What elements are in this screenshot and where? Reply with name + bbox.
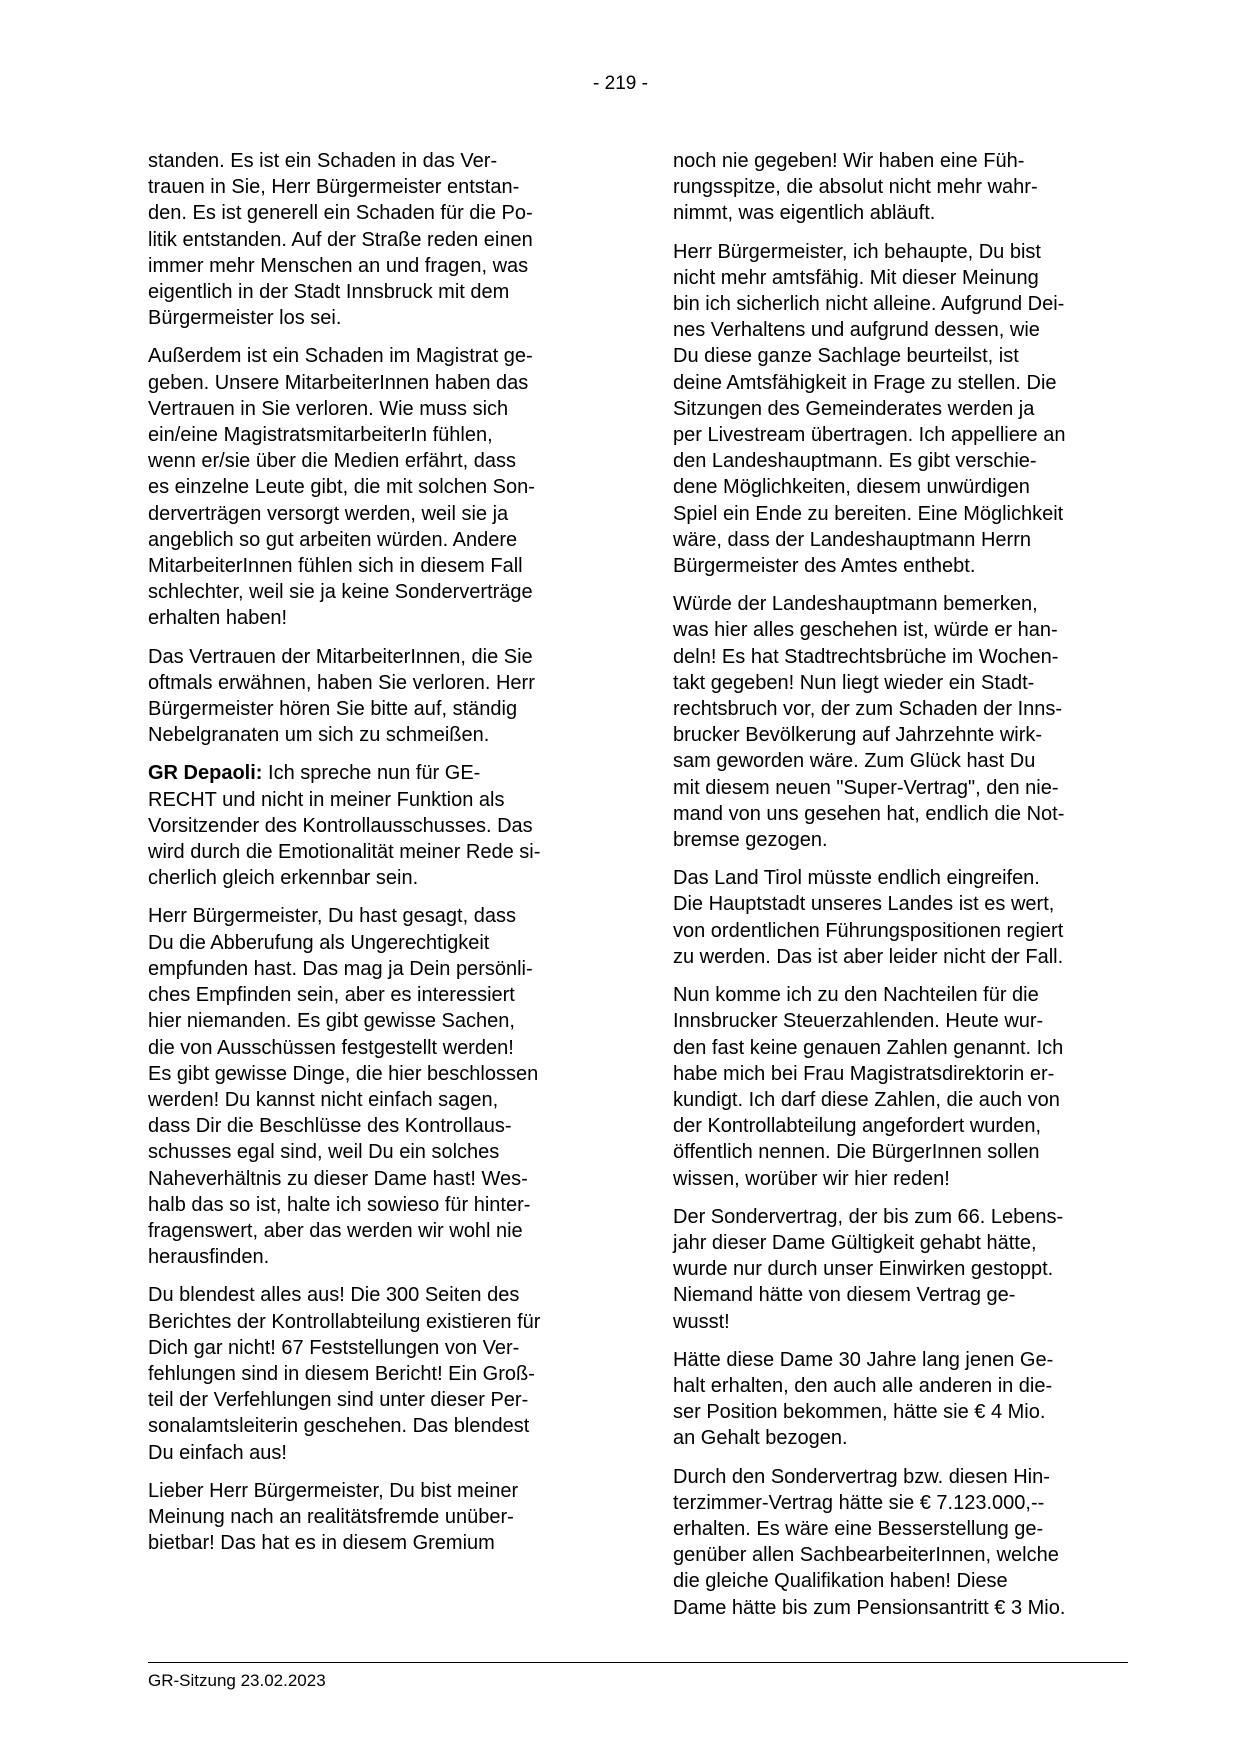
speech-text: Ich spreche nun für GE- RECHT und nicht in meiner Funktion als Vorsitzender des Kontrollausschusses. Das wird durch die Emotionalität meiner Rede si- cherlich gleich erkennbar sein. xyxy=(148,762,541,890)
paragraph: standen. Es ist ein Schaden in das Ver- trauen in Sie, Herr Bürgermeister entstan- den. Es ist generell ein Schaden für die Po- litik entstanden. Auf der Straße reden einen immer mehr Menschen an und fragen, was eigentlich in der Stadt Innsbruck mit dem Bürgermeister los sei. xyxy=(148,150,533,330)
paragraph: Das Vertrauen der MitarbeiterInnen, die Sie oftmals erwähnen, haben Sie verloren. Herr Bürgermeister hören Sie bitte auf, ständig Nebelgranaten um sich zu schmeißen. xyxy=(148,645,535,747)
footer-divider xyxy=(148,1662,1128,1663)
paragraph: Herr Bürgermeister, Du hast gesagt, dass Du die Abberufung als Ungerechtigkeit empfunden hast. Das mag ja Dein persönli- ches Empfinden sein, aber es interessiert hier niemanden. Es gibt gewisse Sachen, die von Ausschüssen festgestellt werden! Es gibt gewisse Dinge, die hier beschlossen werden! Du kannst nicht einfach sagen, dass Dir die Beschlüsse des Kontrollaus- schusses egal sind, weil Du ein solches Naheverhältnis zu dieser Dame hast! Wes- halb das so ist, halte ich sowieso für hinter- fragenswert, aber das werden wir wohl nie herausfinden. xyxy=(148,905,539,1269)
speaker-name: GR Depaoli: xyxy=(148,762,263,785)
paragraph: Du blendest alles aus! Die 300 Seiten des Berichtes der Kontrollabteilung existieren für Dich gar nicht! 67 Feststellungen von Ver- fehlungen sind in diesem Bericht! Ein Groß- teil der Verfehlungen sind unter dieser Per- sonalamtsleiterin geschehen. Das blendest Du einfach aus! xyxy=(148,1284,541,1464)
paragraph: Der Sondervertrag, der bis zum 66. Lebens- jahr dieser Dame Gültigkeit gehabt hätte, wurde nur durch unser Einwirken gestoppt. Niemand hätte von diesem Vertrag ge- wusst! xyxy=(673,1205,1064,1333)
paragraph-speech xyxy=(148,760,608,891)
paragraph: Außerdem ist ein Schaden im Magistrat ge- geben. Unsere MitarbeiterInnen haben das Vertrauen in Sie verloren. Wie muss sich ein/eine MagistratsmitarbeiterIn fühlen, wenn er/sie über die Medien erfährt, dass es einzelne Leute gibt, die mit solchen Son- derverträgen versorgt werden, weil sie ja angeblich so gut arbeiten würden. Andere MitarbeiterInnen fühlen sich in diesem Fall schlechter, weil sie ja keine Sonderverträge erhalten haben! xyxy=(148,345,535,630)
paragraph: Das Land Tirol müsste endlich eingreifen. Die Hauptstadt unseres Landes ist es wert, von ordentlichen Führungspositionen regiert zu werden. Das ist aber leider nicht der Fall. xyxy=(673,867,1064,968)
paragraph: Durch den Sondervertrag bzw. diesen Hin- terzimmer-Vertrag hätte sie € 7.123.000,-- erhalten. Es wäre eine Besserstellung ge- genüber allen SachbearbeiterInnen, welche die gleiche Qualifikation haben! Diese Dame hätte bis zum Pensionsantritt € 3 Mio. xyxy=(673,1465,1066,1619)
right-column xyxy=(673,148,1135,1633)
paragraph: noch nie gegeben! Wir haben eine Füh- rungsspitze, die absolut nicht mehr wahr- nimmt, was eigentlich abläuft. xyxy=(673,150,1038,225)
paragraph: Herr Bürgermeister, ich behaupte, Du bist nicht mehr amtsfähig. Mit dieser Meinung bin ich sicherlich nicht alleine. Aufgrund Dei- nes Verhaltens und aufgrund dessen, wie Du diese ganze Sachlage beurteilst, ist deine Amtsfähigkeit in Frage zu stellen. Die Sitzungen des Gemeinderates werden ja per Livestream übertragen. Ich appelliere an den Landeshauptmann. Es gibt verschie- dene Möglichkeiten, diesem unwürdigen Spiel ein Ende zu bereiten. Eine Möglichkeit wäre, dass der Landeshauptmann Herrn Bürgermeister des Amtes enthebt. xyxy=(673,240,1066,578)
page-number: - 219 - xyxy=(593,73,648,94)
footer-text: GR-Sitzung 23.02.2023 xyxy=(148,1671,326,1690)
left-column xyxy=(148,148,608,1568)
paragraph: Nun komme ich zu den Nachteilen für die Innsbrucker Steuerzahlenden. Heute wur- den fast keine genauen Zahlen genannt. Ich habe mich bei Frau Magistratsdirektorin er- kundigt. Ich darf diese Zahlen, die auch von der Kontrollabteilung angefordert wurden, öffentlich nennen. Die BürgerInnen sollen wissen, worüber wir hier reden! xyxy=(673,984,1064,1190)
paragraph: Hätte diese Dame 30 Jahre lang jenen Ge- halt erhalten, den auch alle anderen in die- ser Position bekommen, hätte sie € 4 Mio. an Gehalt bezogen. xyxy=(673,1348,1054,1450)
paragraph: Lieber Herr Bürgermeister, Du bist meiner Meinung nach an realitätsfremde unüber- bietbar! Das hat es in diesem Gremium xyxy=(148,1479,519,1555)
paragraph: Würde der Landeshauptmann bemerken, was hier alles geschehen ist, würde er han- deln! Es hat Stadtrechtsbrüche im Wochen- takt gegeben! Nun liegt wieder ein Stadt- rechtsbruch vor, der zum Schaden der Inns- brucker Bevölkerung auf Jahrzehnte wirk- sam geworden wäre. Zum Glück hast Du mit diesem neuen "Super-Vertrag", den nie- mand von uns gesehen hat, endlich die Not- bremse gezogen. xyxy=(673,593,1065,852)
